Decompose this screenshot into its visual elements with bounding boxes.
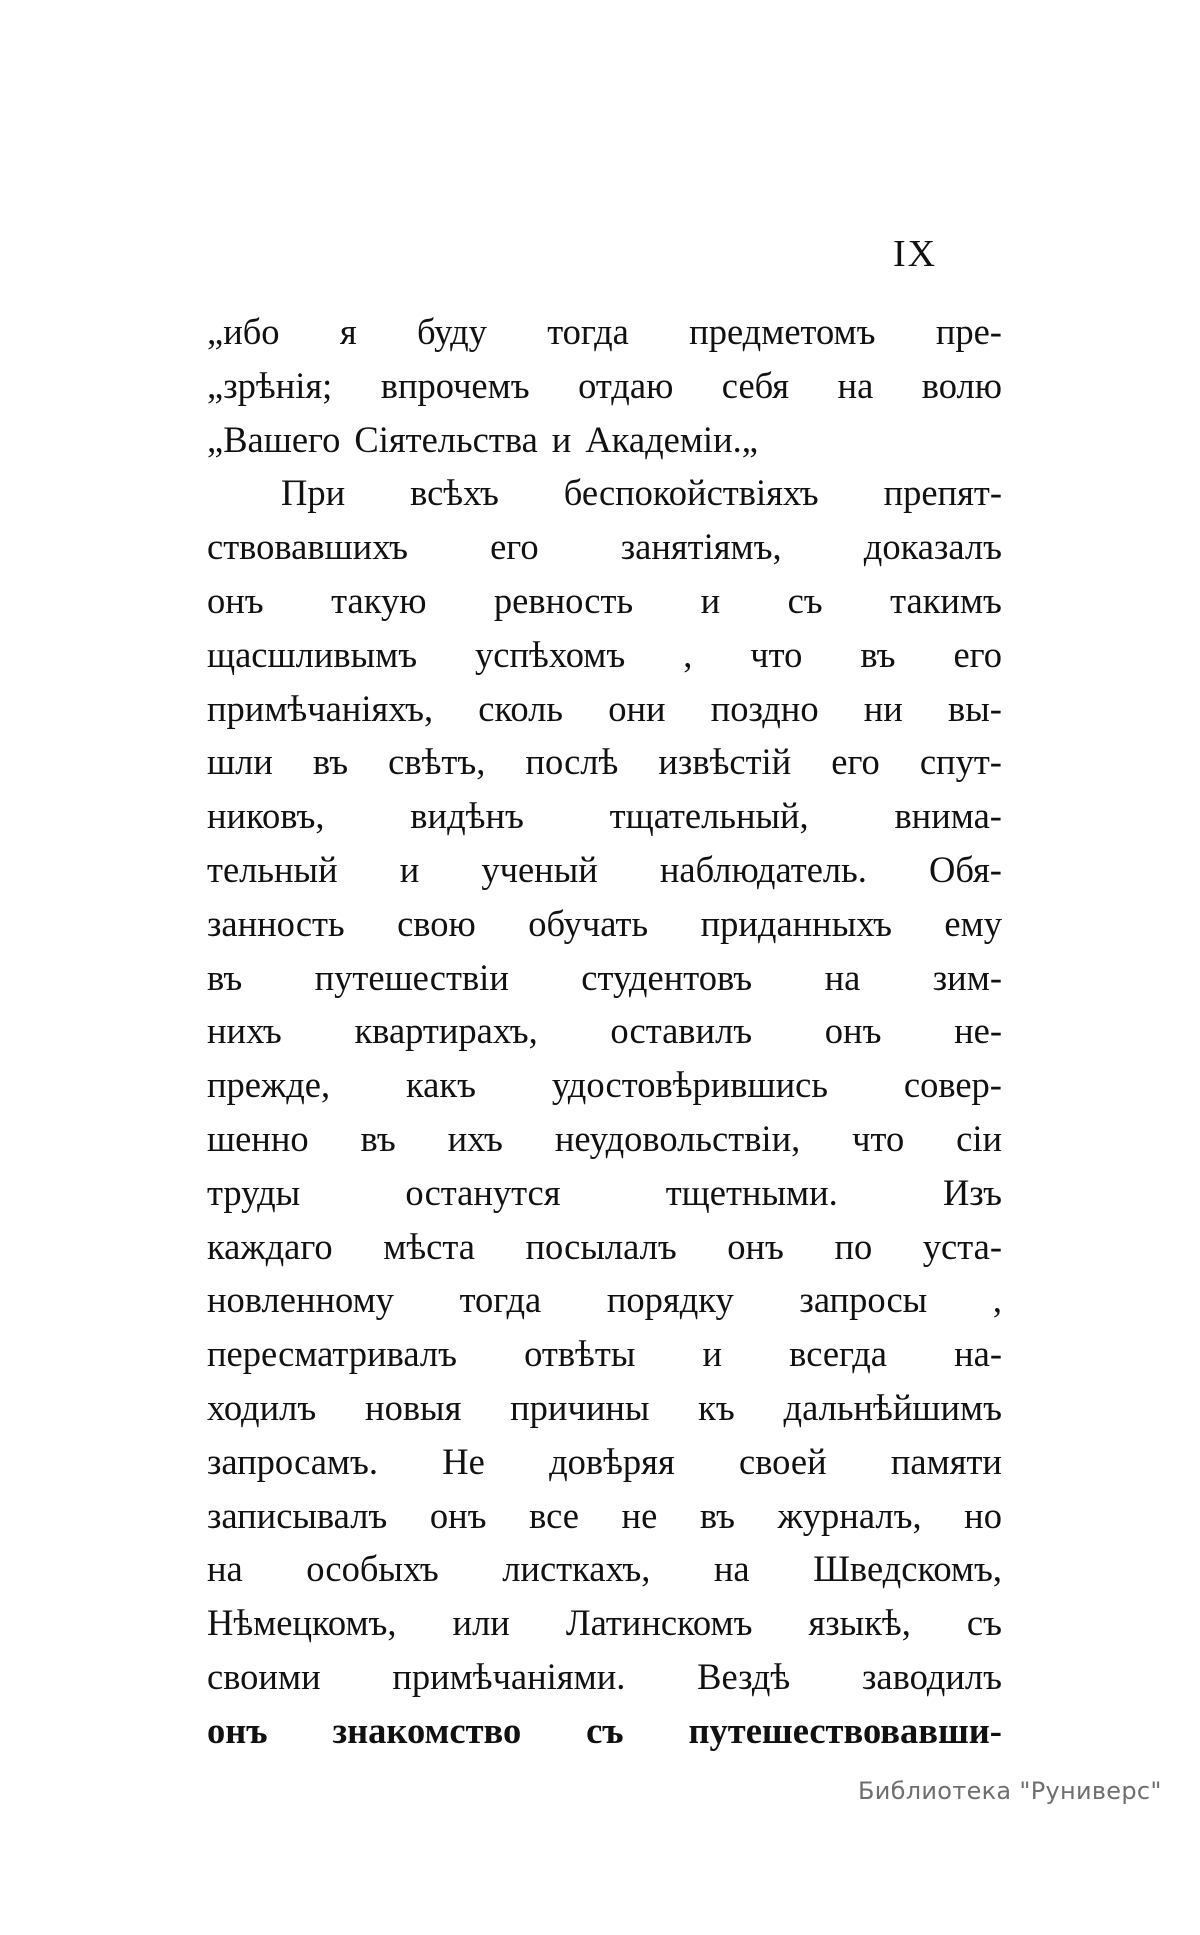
word: зим- [932, 956, 1002, 998]
word: ему [944, 902, 1002, 944]
text-line [207, 1327, 1002, 1381]
word: впрочемъ [380, 364, 530, 406]
word: новыя [365, 1386, 462, 1428]
word: онъ [727, 1225, 784, 1267]
word: и [399, 848, 420, 890]
word: , [683, 633, 693, 675]
text-line [207, 1435, 1002, 1489]
word: все [529, 1494, 579, 1536]
word: на- [954, 1333, 1002, 1375]
text-line [207, 1381, 1002, 1435]
word: Сіятельства [354, 418, 538, 460]
word: ученый [481, 848, 598, 890]
word: его [953, 633, 1002, 675]
word: знакомство [332, 1709, 522, 1751]
word: путешествовавши- [688, 1709, 1002, 1751]
word: листкахъ, [502, 1548, 651, 1590]
text-line [207, 574, 1002, 628]
word: неудовольствіи, [554, 1117, 801, 1159]
text-line [207, 359, 1002, 413]
word: причины [510, 1386, 650, 1428]
word: видѣнъ [410, 795, 524, 837]
word: совер- [903, 1064, 1002, 1106]
word: „зрѣнія; [207, 364, 333, 406]
text-line [207, 682, 1002, 736]
word: они [608, 687, 666, 729]
word: онъ [824, 1010, 882, 1052]
text-line [207, 1273, 1002, 1327]
word: онъ [207, 579, 264, 621]
text-line [207, 466, 1002, 520]
text-line [207, 520, 1002, 574]
word: всѣхъ [410, 472, 499, 514]
word: въ [312, 741, 349, 783]
word: памяти [890, 1440, 1002, 1482]
word: шли [207, 741, 273, 783]
word: свѣтъ, [388, 741, 486, 783]
word: на [207, 1548, 243, 1590]
word: ствовавшихъ [207, 526, 408, 568]
word: спут- [919, 741, 1002, 783]
word: ни [863, 687, 903, 729]
word: онъ [207, 1709, 268, 1751]
word: примѣчаніями. [392, 1655, 626, 1697]
word: путешествіи [314, 956, 509, 998]
word: занятіямъ, [620, 526, 782, 568]
word: журналъ, [777, 1494, 922, 1536]
text-line [207, 789, 1002, 843]
text-line [207, 413, 1002, 467]
word: особыхъ [306, 1548, 439, 1590]
word: запросамъ. [207, 1440, 379, 1482]
text-line [207, 1220, 1002, 1274]
word: свою [397, 902, 476, 944]
word: что [852, 1117, 905, 1159]
word: оставилъ [610, 1010, 753, 1052]
word: и [551, 418, 572, 460]
word: пре- [935, 311, 1002, 352]
word: Шведскомъ, [813, 1548, 1002, 1590]
word: , [992, 1279, 1002, 1321]
word: Академіи.„ [585, 418, 758, 460]
word: тогда [547, 311, 629, 352]
word: труды [207, 1171, 301, 1213]
word: записывалъ [207, 1494, 388, 1536]
word: отвѣты [524, 1333, 636, 1375]
word: онъ [429, 1494, 487, 1536]
word: вы- [948, 687, 1002, 729]
word: волю [921, 364, 1002, 406]
word: посылалъ [525, 1225, 677, 1267]
word: занность [207, 902, 345, 944]
word: языкѣ, [808, 1602, 911, 1644]
word: препят- [883, 472, 1002, 514]
word: и [702, 1333, 723, 1375]
word: примѣчаніяхъ, [207, 687, 434, 729]
word: дальнѣйшимъ [783, 1386, 1002, 1428]
word: своими [207, 1655, 321, 1697]
word: тельный [207, 848, 338, 890]
word: на [824, 956, 861, 998]
word: приданныхъ [700, 902, 892, 944]
word: тогда [459, 1279, 542, 1321]
word: наблюдатель. [659, 848, 867, 890]
word: съ [586, 1709, 624, 1751]
word: такимъ [890, 579, 1002, 621]
word: предметомъ [689, 311, 876, 352]
word: обучать [528, 902, 649, 944]
word: довѣряя [549, 1440, 675, 1482]
word: „Вашего [207, 418, 341, 460]
word: останутся [405, 1171, 561, 1213]
word: мѣста [383, 1225, 475, 1267]
text-line [207, 1004, 1002, 1058]
word: внима- [894, 795, 1002, 837]
page-number: IX [893, 233, 938, 275]
word: запросы [799, 1279, 928, 1321]
word: отдаю [578, 364, 674, 406]
word: заводилъ [861, 1655, 1002, 1697]
word: но [964, 1494, 1002, 1536]
word: въ [360, 1117, 396, 1159]
word: Изъ [942, 1171, 1002, 1213]
word: какъ [405, 1064, 476, 1106]
word: буду [416, 311, 487, 352]
text-line [207, 1542, 1002, 1596]
word: въ [699, 1494, 736, 1536]
word: прежде, [207, 1064, 331, 1106]
text-line [207, 305, 1002, 359]
word: сколь [478, 687, 564, 729]
word: на [837, 364, 874, 406]
word: уста- [922, 1225, 1002, 1267]
text-line [207, 1112, 1002, 1166]
word: квартирахъ, [354, 1010, 538, 1052]
text-line [207, 843, 1002, 897]
word: его [490, 526, 539, 568]
text-line [207, 735, 1002, 789]
word: „ибо [207, 311, 280, 352]
text-line [207, 1058, 1002, 1112]
library-watermark: Библиотека "Руниверс" [858, 1777, 1162, 1805]
text-line [207, 1704, 1002, 1758]
word: его [831, 741, 880, 783]
word: ихъ [447, 1117, 503, 1159]
text-line [207, 897, 1002, 951]
word: тщетными. [665, 1171, 838, 1213]
word: себя [721, 364, 790, 406]
word: по [834, 1225, 873, 1267]
word: съ [787, 579, 823, 621]
word: поздно [710, 687, 819, 729]
word: Обя- [929, 848, 1002, 890]
word: или [452, 1602, 510, 1644]
word: удостовѣрившись [551, 1064, 829, 1106]
word: успѣхомъ [475, 633, 626, 675]
word: съ [966, 1602, 1002, 1644]
text-line [207, 1596, 1002, 1650]
word: въ [207, 956, 243, 998]
word: каждаго [207, 1225, 333, 1267]
word: сіи [956, 1117, 1002, 1159]
word: студентовъ [581, 956, 753, 998]
word: доказалъ [863, 526, 1002, 568]
word: пересматривалъ [207, 1333, 457, 1375]
word: что [750, 633, 803, 675]
word: Не [442, 1440, 485, 1482]
word: новленному [207, 1279, 394, 1321]
word: такую [331, 579, 427, 621]
word: всегда [789, 1333, 887, 1375]
word: я [339, 311, 357, 352]
text-line [207, 1489, 1002, 1543]
word: своей [739, 1440, 827, 1482]
word: Нѣмецкомъ, [207, 1602, 397, 1644]
word: щасшливымъ [207, 633, 418, 675]
word: никовъ, [207, 795, 325, 837]
word: шенно [207, 1117, 309, 1159]
word: и [700, 579, 721, 621]
word: послѣ [525, 741, 619, 783]
word: Латинскомъ [565, 1602, 753, 1644]
word: ревность [493, 579, 634, 621]
word: нихъ [207, 1010, 282, 1052]
word: тщательный, [609, 795, 809, 837]
word: не- [954, 1010, 1002, 1052]
text-line [207, 628, 1002, 682]
word: Вездѣ [697, 1655, 791, 1697]
word: порядку [606, 1279, 734, 1321]
word: къ [698, 1386, 735, 1428]
text-line [207, 951, 1002, 1005]
word: При [281, 472, 346, 514]
word: извѣстій [658, 741, 792, 783]
text-line [207, 1166, 1002, 1220]
word: беспокойствіяхъ [563, 472, 819, 514]
body-text [207, 305, 1002, 1758]
word: на [713, 1548, 750, 1590]
text-line [207, 1650, 1002, 1704]
word: въ [860, 633, 896, 675]
word: ходилъ [207, 1386, 317, 1428]
word: не [621, 1494, 658, 1536]
